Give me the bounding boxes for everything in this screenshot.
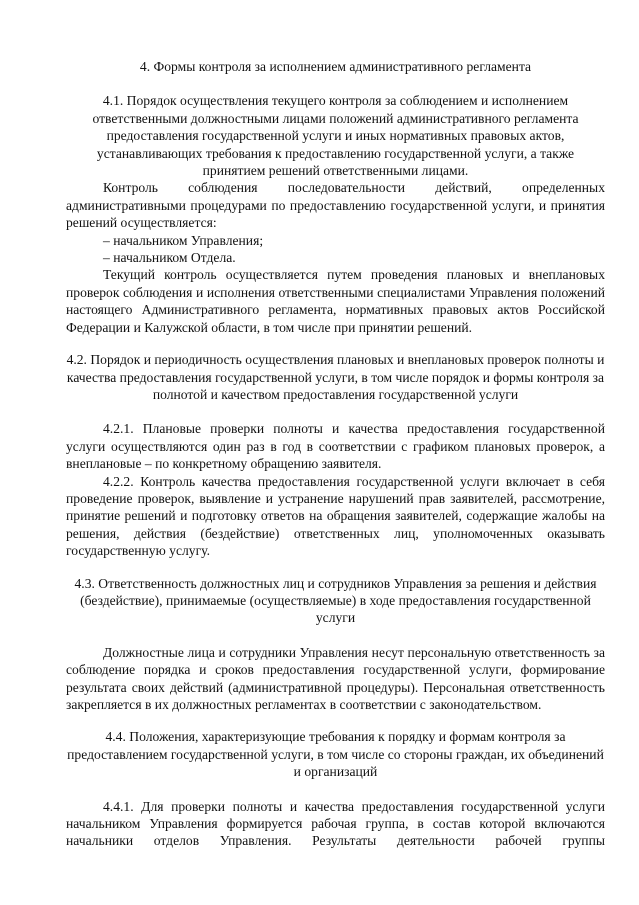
section-4-3-heading: 4.3. Ответственность должностных лиц и сотрудников Управления за решения и действия (бездействие), принимаемые (осуществляемые) в ходе предоставления государственной услуги — [74, 575, 597, 626]
section-4-1-heading: 4.1. Порядок осуществления текущего контроля за соблюдением и исполнением ответственными должностными лицами положений административного регламента предоставления государственной услуги и иных нормативных правовых актов, устанавливающих требования к предоставлению государственной услуги, а также принятием решений ответственными лицами. — [92, 93, 579, 179]
section-4-3-paragraph: Должностные лица и сотрудники Управления несут персональную ответственность за соблюдение порядка и сроков предоставления государственной услуги, формирование результата своих действий (административной процедуры). Персональная ответственность закрепляется в их должностных регламентах в соответствии с законодательством. — [66, 644, 605, 712]
section-4-4-1-paragraph: 4.4.1. Для проверки полноты и качества предоставления государственной услуги начальником Управления формируется рабочая группа, в состав которой включаются начальники отделов Управления. Результаты деятельности рабочей группы — [66, 798, 605, 849]
section-4-1-paragraph-2: Текущий контроль осуществляется путем проведения плановых и внеплановых проверок соблюдения и исполнения ответственными специалистами Управления положений настоящего Административного регламента, нормативных правовых актов Российской Федерации и Калужской области, в том числе при принятии решений. — [66, 267, 605, 335]
section-4-1-paragraph-1: Контроль соблюдения последовательности действий, определенных административными процедурами по предоставлению государственной услуги, и принятия решений осуществляется: — [66, 180, 605, 231]
section-4-2-1-paragraph: 4.2.1. Плановые проверки полноты и качества предоставления государственной услуги осуществляются один раз в год в соответствии с графиком плановых проверок, а внеплановые – по конкретному обращению заявителя. — [66, 421, 605, 472]
list-item: – начальником Отдела. — [103, 250, 236, 266]
list-item: – начальником Управления; — [103, 232, 264, 248]
section-4-2-2-paragraph: 4.2.2. Контроль качества предоставления государственной услуги включает в себя проведение проверок, выявление и устранение нарушений прав заявителей, рассмотрение, принятие решений и подготовку ответов на обращения заявителей, содержащие жалобы на решения, действия (бездействие) ответственных лиц, уполномоченных оказывать государственную услугу. — [66, 473, 605, 559]
section-4-2-heading: 4.2. Порядок и периодичность осуществления плановых и внеплановых проверок полноты и качества предоставления государственной услуги, в том числе порядок и формы контроля за полнотой и качеством предоставления государственной услуги — [66, 352, 605, 402]
section-4-heading: 4. Формы контроля за исполнением административного регламента — [139, 59, 532, 74]
section-4-4-heading: 4.4. Положения, характеризующие требования к порядку и формам контроля за предоставлением государственной услуги, в том числе со стороны граждан, их объединений и организаций — [67, 729, 604, 780]
